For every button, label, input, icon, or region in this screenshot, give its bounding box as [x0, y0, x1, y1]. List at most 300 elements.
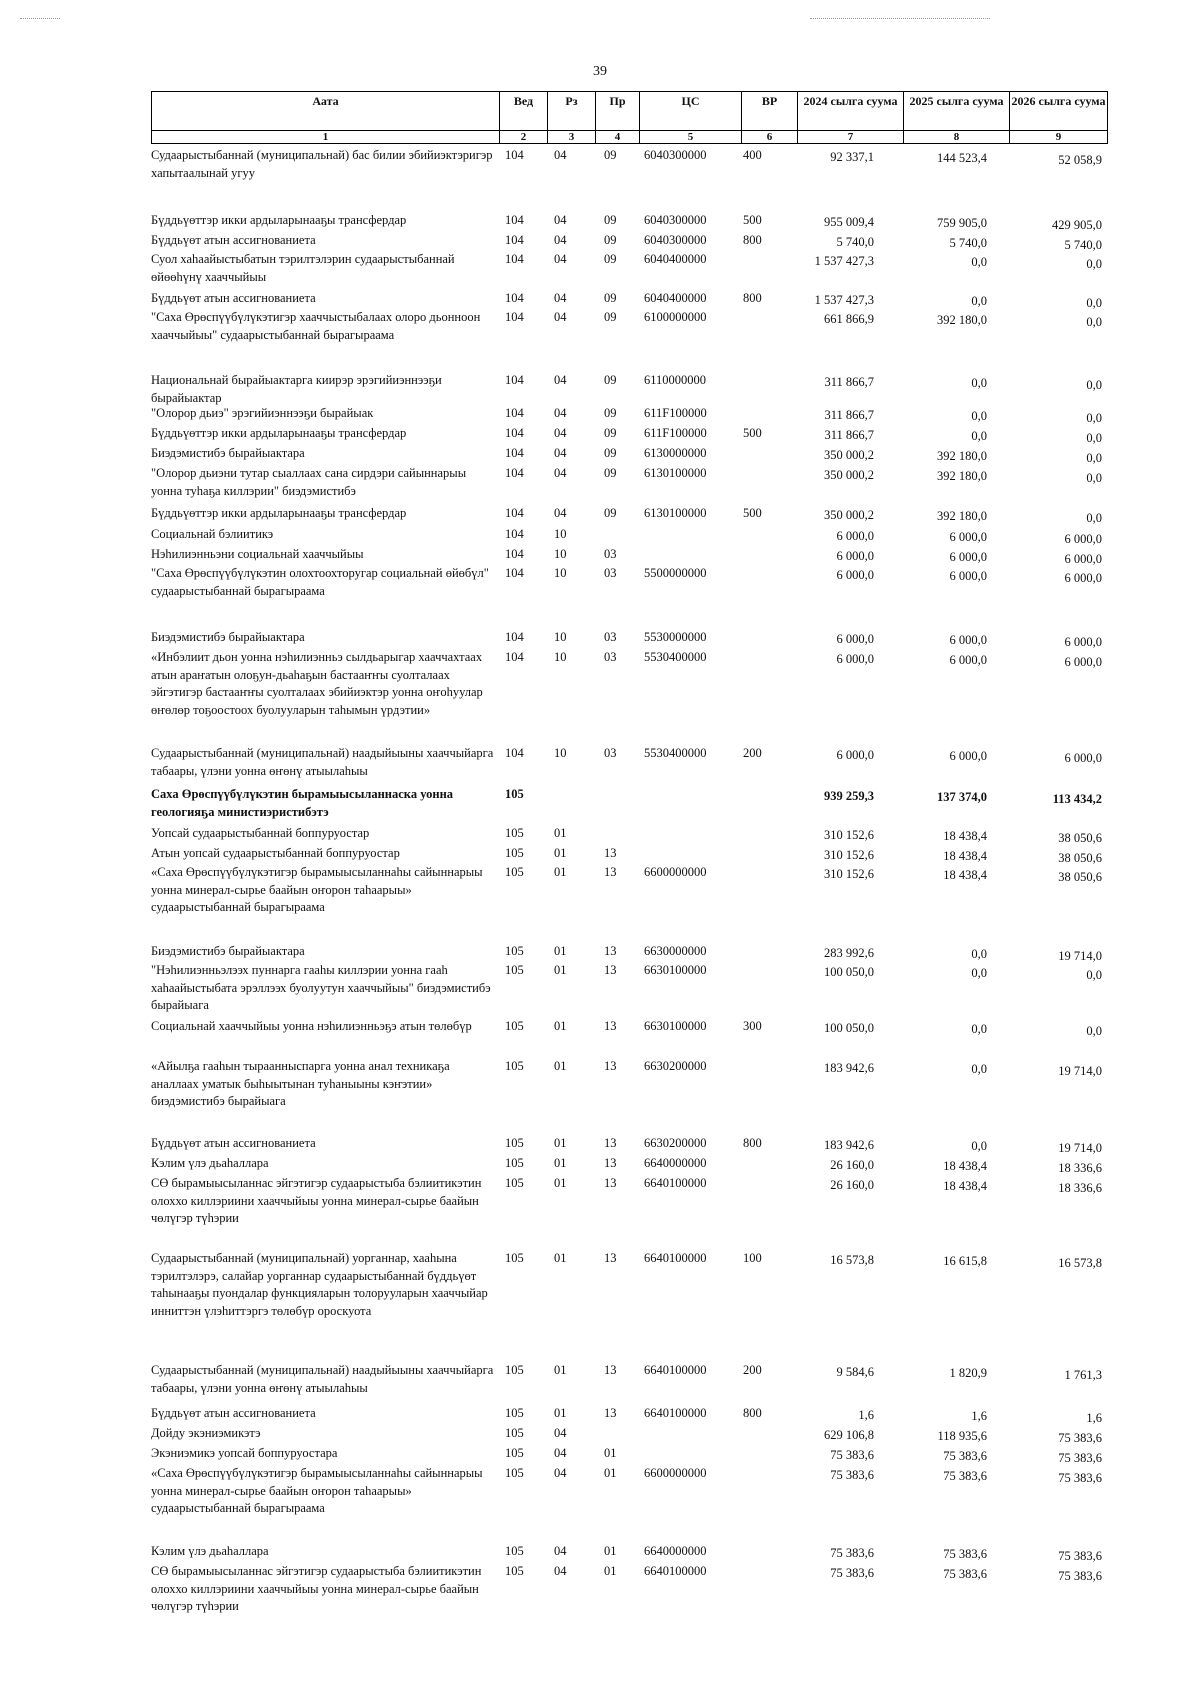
cell-cs: 6630100000: [644, 1019, 707, 1033]
cell-v2025: 5 740,0: [949, 236, 987, 250]
cell-cs: 5530000000: [644, 630, 707, 644]
cell-v2026: 5 740,0: [1064, 238, 1102, 252]
cell-v2025: 75 383,6: [943, 1567, 987, 1581]
cell-v2024: 6 000,0: [836, 568, 874, 582]
cell-name: Атын уопсай судаарыстыбаннай боппуруостар: [151, 846, 400, 860]
cell-rz: 04: [554, 446, 567, 460]
cell-cs: 6600000000: [644, 1466, 707, 1480]
cell-name: «Айылҕа гааһын тыраанныспарга уонна анал техникаҕа аналлаах уматык быһыытынан туһаныыны кэҥэтии» биэдэмистибэ бырайыага: [151, 1059, 450, 1108]
cell-name: Нэһилиэнньэни социальнай хааччыйыы: [151, 547, 364, 561]
cell-v2025: 18 438,4: [943, 829, 987, 843]
cell-rz: 04: [554, 233, 567, 247]
cell-name: Бүддьүөт атын ассигнованиета: [151, 291, 316, 305]
header-vr: ВР: [742, 92, 798, 131]
table-header: [151, 91, 1107, 144]
cell-cs: 6630000000: [644, 944, 707, 958]
cell-pr: 09: [604, 233, 617, 247]
cell-v2024: 1 537 427,3: [814, 254, 874, 268]
cell-rz: 10: [554, 547, 567, 561]
cell-rz: 04: [554, 373, 567, 387]
cell-rz: 04: [554, 148, 567, 162]
cell-v2025: 6 000,0: [949, 530, 987, 544]
cell-v2024: 350 000,2: [824, 448, 874, 462]
cell-v2025: 0,0: [971, 255, 987, 269]
cell-v2026: 0,0: [1086, 315, 1102, 329]
cell-cs: 6640000000: [644, 1544, 707, 1558]
cell-rz: 10: [554, 630, 567, 644]
col-number: 6: [742, 131, 798, 144]
cell-v2024: 6 000,0: [836, 652, 874, 666]
cell-name: Судаарыстыбаннай (муниципальнай) наадыйыыны хааччыйарга табаары, үлэни уонна өҥөнү атыылаһыы: [151, 746, 494, 778]
cell-rz: 04: [554, 506, 567, 520]
cell-v2026: 0,0: [1086, 471, 1102, 485]
cell-v2024: 311 866,7: [824, 428, 874, 442]
cell-name: «Саха Өрөспүүбүлүкэтигэр бырамыысыланнаһы сайыннарыы уонна минерал-сырье баайын оҥорон таһаарыы» судаарыстыбаннай бырагыраама: [151, 1466, 483, 1515]
cell-ved: 104: [505, 406, 524, 420]
cell-v2026: 6 000,0: [1064, 532, 1102, 546]
cell-v2026: 38 050,6: [1058, 851, 1102, 865]
cell-v2026: 6 000,0: [1064, 571, 1102, 585]
cell-pr: 09: [604, 466, 617, 480]
cell-ved: 104: [505, 746, 524, 760]
cell-v2026: 1,6: [1086, 1411, 1102, 1425]
cell-name: Национальнай бырайыактарга киирэр эрэгийиэннээҕи бырайыактар: [151, 373, 442, 405]
cell-v2025: 6 000,0: [949, 653, 987, 667]
cell-ved: 105: [505, 1156, 524, 1170]
cell-ved: 104: [505, 466, 524, 480]
cell-vr: 200: [743, 746, 762, 760]
cell-name: "Нэһилиэнньэлээх пуннарга гааһы киллэрии уонна гааһ хаһаайыстыбата эрэллээх буолуутун хааччыйыы" биэдэмистибэ бырайыага: [151, 963, 491, 1012]
cell-pr: 09: [604, 426, 617, 440]
cell-ved: 104: [505, 252, 524, 266]
cell-v2025: 1 820,9: [949, 1366, 987, 1380]
header-2026: 2026 сылга суума: [1010, 92, 1108, 131]
cell-v2026: 0,0: [1086, 1024, 1102, 1038]
cell-name: Бүддьүөт атын ассигнованиета: [151, 1136, 316, 1150]
cell-ved: 105: [505, 1059, 524, 1073]
cell-v2024: 629 106,8: [824, 1428, 874, 1442]
cell-rz: 04: [554, 406, 567, 420]
cell-vr: 200: [743, 1363, 762, 1377]
cell-ved: 104: [505, 650, 524, 664]
cell-cs: 6130100000: [644, 506, 707, 520]
cell-cs: 6630200000: [644, 1059, 707, 1073]
cell-v2024: 350 000,2: [824, 468, 874, 482]
cell-ved: 104: [505, 630, 524, 644]
cell-cs: 6110000000: [644, 373, 707, 387]
cell-name: «Инбэлиит дьон уонна нэһилиэнньэ сылдьарыгар хааччахтаах атын араҥатын олоҕун-дьаһаҕын бастааҥҥы суолталаах эйгэтигэр бастааҥҥы суолталаах эбийиэктэр уонна оҥоһуулар өҥөлөр тоҕоостоох буолууларын таһымын үрдэтии»: [151, 650, 483, 717]
cell-rz: 04: [554, 213, 567, 227]
cell-v2026: 0,0: [1086, 411, 1102, 425]
cell-v2024: 75 383,6: [830, 1546, 874, 1560]
header-pr: Пр: [596, 92, 640, 131]
cell-v2024: 6 000,0: [836, 529, 874, 543]
cell-v2025: 137 374,0: [937, 790, 987, 804]
cell-v2024: 311 866,7: [824, 408, 874, 422]
cell-v2025: 0,0: [971, 966, 987, 980]
cell-v2024: 26 160,0: [830, 1178, 874, 1192]
cell-v2025: 144 523,4: [937, 151, 987, 165]
cell-v2025: 392 180,0: [937, 469, 987, 483]
cell-v2024: 75 383,6: [830, 1448, 874, 1462]
cell-v2024: 939 259,3: [824, 789, 874, 803]
cell-ved: 105: [505, 1426, 524, 1440]
cell-rz: 04: [554, 1426, 567, 1440]
col-number: 9: [1010, 131, 1108, 144]
cell-v2024: 100 050,0: [824, 1021, 874, 1035]
cell-cs: 5530400000: [644, 650, 707, 664]
cell-rz: 01: [554, 1406, 567, 1420]
cell-v2026: 113 434,2: [1052, 792, 1102, 806]
cell-name: Бүддьүөт атын ассигнованиета: [151, 1406, 316, 1420]
cell-v2024: 310 152,6: [824, 867, 874, 881]
col-number: 1: [152, 131, 500, 144]
cell-v2025: 16 615,8: [943, 1254, 987, 1268]
cell-vr: 500: [743, 213, 762, 227]
cell-v2024: 5 740,0: [836, 235, 874, 249]
col-number: 8: [904, 131, 1010, 144]
cell-cs: 6640000000: [644, 1156, 707, 1170]
cell-rz: 01: [554, 944, 567, 958]
cell-ved: 104: [505, 213, 524, 227]
cell-cs: 6630100000: [644, 963, 707, 977]
cell-ved: 105: [505, 826, 524, 840]
cell-ved: 104: [505, 566, 524, 580]
cell-v2026: 0,0: [1086, 257, 1102, 271]
header-ved: Вед: [500, 92, 548, 131]
cell-name: Бүддьүөттэр икки ардыларынааҕы трансфердар: [151, 213, 407, 227]
cell-v2026: 6 000,0: [1064, 635, 1102, 649]
cell-name: "Саха Өрөспүүбүлүкэтигэр хааччыстыбалаах олоро дьонноон хааччыйыы" судаарыстыбаннай бырагыраама: [151, 310, 481, 342]
cell-pr: 03: [604, 746, 617, 760]
cell-v2026: 0,0: [1086, 968, 1102, 982]
cell-cs: 6640100000: [644, 1564, 707, 1578]
col-number: 7: [798, 131, 904, 144]
cell-v2025: 118 935,6: [937, 1429, 987, 1443]
cell-v2026: 52 058,9: [1058, 153, 1102, 167]
cell-v2026: 75 383,6: [1058, 1549, 1102, 1563]
cell-v2026: 0,0: [1086, 451, 1102, 465]
cell-pr: 09: [604, 506, 617, 520]
cell-ved: 105: [505, 1564, 524, 1578]
cell-pr: 01: [604, 1466, 617, 1480]
cell-vr: 800: [743, 1136, 762, 1150]
cell-v2025: 18 438,4: [943, 1179, 987, 1193]
cell-cs: 6640100000: [644, 1251, 707, 1265]
cell-vr: 800: [743, 291, 762, 305]
cell-pr: 09: [604, 373, 617, 387]
cell-cs: 6100000000: [644, 310, 707, 324]
cell-vr: 100: [743, 1251, 762, 1265]
cell-v2026: 429 905,0: [1052, 218, 1102, 232]
cell-cs: 611F100000: [644, 426, 707, 440]
cell-name: Бүддьүөттэр икки ардыларынааҕы трансфердар: [151, 426, 407, 440]
cell-v2024: 75 383,6: [830, 1468, 874, 1482]
cell-ved: 105: [505, 1363, 524, 1377]
header-name: Аата: [152, 92, 500, 131]
cell-name: Саха Өрөспүүбүлүкэтин бырамыысыланнаска уонна геологияҕа министиэристибэтэ: [151, 787, 454, 819]
cell-rz: 01: [554, 1059, 567, 1073]
col-number: 4: [596, 131, 640, 144]
cell-v2025: 0,0: [971, 429, 987, 443]
cell-ved: 105: [505, 1466, 524, 1480]
cell-v2024: 310 152,6: [824, 828, 874, 842]
col-number: 3: [548, 131, 596, 144]
cell-v2024: 310 152,6: [824, 848, 874, 862]
cell-rz: 01: [554, 963, 567, 977]
cell-v2026: 19 714,0: [1058, 949, 1102, 963]
cell-rz: 01: [554, 1363, 567, 1377]
cell-cs: 5530400000: [644, 746, 707, 760]
cell-v2026: 18 336,6: [1058, 1181, 1102, 1195]
cell-ved: 105: [505, 1019, 524, 1033]
cell-name: Дойду экэниэмикэтэ: [151, 1426, 261, 1440]
cell-pr: 09: [604, 148, 617, 162]
cell-rz: 10: [554, 566, 567, 580]
cell-ved: 105: [505, 963, 524, 977]
cell-pr: 03: [604, 547, 617, 561]
cell-name: "Олорор дьиэ" эрэгийиэннээҕи бырайыак: [151, 406, 374, 420]
cell-v2026: 6 000,0: [1064, 751, 1102, 765]
cell-pr: 13: [604, 1019, 617, 1033]
cell-rz: 10: [554, 650, 567, 664]
cell-v2024: 100 050,0: [824, 965, 874, 979]
cell-v2026: 18 336,6: [1058, 1161, 1102, 1175]
cell-vr: 800: [743, 1406, 762, 1420]
cell-pr: 13: [604, 1136, 617, 1150]
cell-v2025: 759 905,0: [937, 216, 987, 230]
cell-rz: 04: [554, 466, 567, 480]
cell-cs: 6640100000: [644, 1363, 707, 1377]
cell-ved: 104: [505, 233, 524, 247]
cell-vr: 500: [743, 506, 762, 520]
cell-name: СӨ бырамыысыланнас эйгэтигэр судаарыстыба бэлиитикэтин олоххо киллэриини хааччыйыы уонна минерал-сырье баайын чөлүгэр түһэрии: [151, 1176, 482, 1225]
cell-v2024: 6 000,0: [836, 549, 874, 563]
cell-ved: 104: [505, 310, 524, 324]
cell-ved: 105: [505, 1446, 524, 1460]
cell-pr: 01: [604, 1544, 617, 1558]
cell-name: Бүддьүөт атын ассигнованиета: [151, 233, 316, 247]
cell-ved: 105: [505, 1406, 524, 1420]
cell-name: Биэдэмистибэ бырайыактара: [151, 630, 305, 644]
cell-v2025: 392 180,0: [937, 313, 987, 327]
cell-rz: 04: [554, 1446, 567, 1460]
cell-name: Социальнай хааччыйыы уонна нэһилиэнньэҕэ атын төлөбүр: [151, 1019, 472, 1033]
cell-name: "Саха Өрөспүүбүлүкэтин олохтоохторугар социальнай өйөбүл" судаарыстыбаннай бырагыраама: [151, 566, 489, 598]
cell-v2026: 16 573,8: [1058, 1256, 1102, 1270]
cell-v2026: 0,0: [1086, 296, 1102, 310]
cell-v2024: 661 866,9: [824, 312, 874, 326]
cell-pr: 09: [604, 252, 617, 266]
cell-v2024: 350 000,2: [824, 508, 874, 522]
cell-pr: 13: [604, 1251, 617, 1265]
cell-rz: 01: [554, 826, 567, 840]
cell-rz: 04: [554, 291, 567, 305]
cell-v2024: 6 000,0: [836, 748, 874, 762]
cell-v2026: 75 383,6: [1058, 1451, 1102, 1465]
cell-cs: 6040400000: [644, 291, 707, 305]
cell-rz: 01: [554, 1251, 567, 1265]
cell-rz: 01: [554, 1019, 567, 1033]
cell-name: «Саха Өрөспүүбүлүкэтигэр бырамыысыланнаһы сайыннарыы уонна минерал-сырье баайын оҥорон таһаарыы» судаарыстыбаннай бырагыраама: [151, 865, 483, 914]
cell-name: Кэлим үлэ дьаһаллара: [151, 1156, 269, 1170]
cell-cs: 6600000000: [644, 865, 707, 879]
cell-cs: 5500000000: [644, 566, 707, 580]
cell-v2025: 18 438,4: [943, 849, 987, 863]
cell-v2024: 75 383,6: [830, 1566, 874, 1580]
cell-v2025: 18 438,4: [943, 1159, 987, 1173]
cell-v2024: 1,6: [858, 1408, 874, 1422]
cell-pr: 13: [604, 1363, 617, 1377]
cell-v2025: 1,6: [971, 1409, 987, 1423]
cell-v2024: 311 866,7: [824, 375, 874, 389]
header-2024: 2024 сылга суума: [798, 92, 904, 131]
cell-pr: 03: [604, 650, 617, 664]
cell-ved: 105: [505, 865, 524, 879]
cell-cs: 6130000000: [644, 446, 707, 460]
cell-ved: 105: [505, 1251, 524, 1265]
cell-rz: 01: [554, 865, 567, 879]
cell-v2026: 19 714,0: [1058, 1064, 1102, 1078]
cell-pr: 13: [604, 865, 617, 879]
cell-name: Социальнай бэлиитикэ: [151, 527, 274, 541]
cell-v2025: 0,0: [971, 1062, 987, 1076]
cell-name: Судаарыстыбаннай (муниципальнай) уорганнар, хааһына тэрилтэлэрэ, салайар уорганнар судаарыстыбаннай бүддьүөт таһынааҕы пуондалар функцияларын толорууларын хааччыйар инниттэн үлэһиттэргэ төлөбүр ороскуота: [151, 1251, 488, 1318]
cell-v2025: 0,0: [971, 947, 987, 961]
cell-v2025: 0,0: [971, 409, 987, 423]
header-cs: ЦС: [640, 92, 742, 131]
cell-v2026: 75 383,6: [1058, 1569, 1102, 1583]
cell-v2025: 75 383,6: [943, 1547, 987, 1561]
cell-v2025: 18 438,4: [943, 868, 987, 882]
cell-pr: 03: [604, 630, 617, 644]
cell-ved: 104: [505, 373, 524, 387]
cell-v2024: 6 000,0: [836, 632, 874, 646]
scan-header-dots: [810, 18, 990, 20]
cell-v2025: 392 180,0: [937, 509, 987, 523]
cell-rz: 04: [554, 1544, 567, 1558]
header-2025: 2025 сылга суума: [904, 92, 1010, 131]
cell-rz: 01: [554, 1136, 567, 1150]
cell-rz: 04: [554, 1564, 567, 1578]
cell-v2026: 0,0: [1086, 431, 1102, 445]
cell-vr: 500: [743, 426, 762, 440]
cell-ved: 104: [505, 527, 524, 541]
cell-rz: 10: [554, 527, 567, 541]
cell-pr: 09: [604, 310, 617, 324]
cell-name: Биэдэмистибэ бырайыактара: [151, 446, 305, 460]
cell-v2025: 6 000,0: [949, 550, 987, 564]
cell-ved: 104: [505, 291, 524, 305]
cell-pr: 13: [604, 1176, 617, 1190]
cell-ved: 104: [505, 506, 524, 520]
cell-cs: 6630200000: [644, 1136, 707, 1150]
cell-name: "Олорор дьиэни тутар сыаллаах сана сирдэри сайыннарыы уонна туһаҕа киллэрии" биэдэмистибэ: [151, 466, 467, 498]
cell-rz: 01: [554, 1176, 567, 1190]
cell-rz: 04: [554, 252, 567, 266]
cell-name: Судаарыстыбаннай (муниципальнай) бас билии эбийиэктэригэр хапытаалынай угуу: [151, 148, 493, 180]
cell-pr: 09: [604, 213, 617, 227]
cell-pr: 09: [604, 446, 617, 460]
cell-v2026: 75 383,6: [1058, 1471, 1102, 1485]
col-number: 2: [500, 131, 548, 144]
cell-name: Судаарыстыбаннай (муниципальнай) наадыйыыны хааччыйарга табаары, үлэни уонна өҥөнү атыылаһыы: [151, 1363, 494, 1395]
cell-pr: 09: [604, 406, 617, 420]
cell-v2026: 0,0: [1086, 511, 1102, 525]
cell-ved: 105: [505, 1176, 524, 1190]
cell-v2024: 26 160,0: [830, 1158, 874, 1172]
cell-v2025: 0,0: [971, 376, 987, 390]
cell-pr: 13: [604, 1059, 617, 1073]
cell-v2025: 392 180,0: [937, 449, 987, 463]
cell-v2025: 75 383,6: [943, 1449, 987, 1463]
cell-cs: 6040300000: [644, 213, 707, 227]
cell-rz: 10: [554, 746, 567, 760]
cell-ved: 104: [505, 446, 524, 460]
cell-v2025: 0,0: [971, 1022, 987, 1036]
cell-name: Экэниэмикэ уопсай боппуруостара: [151, 1446, 338, 1460]
cell-v2024: 1 537 427,3: [814, 293, 874, 307]
cell-v2026: 38 050,6: [1058, 870, 1102, 884]
cell-rz: 04: [554, 310, 567, 324]
col-number: 5: [640, 131, 742, 144]
cell-v2026: 1 761,3: [1064, 1368, 1102, 1382]
cell-pr: 01: [604, 1446, 617, 1460]
cell-v2026: 6 000,0: [1064, 552, 1102, 566]
cell-pr: 09: [604, 291, 617, 305]
cell-pr: 13: [604, 963, 617, 977]
cell-v2024: 183 942,6: [824, 1061, 874, 1075]
cell-ved: 105: [505, 1136, 524, 1150]
cell-pr: 13: [604, 1406, 617, 1420]
cell-v2025: 0,0: [971, 294, 987, 308]
cell-cs: 6130100000: [644, 466, 707, 480]
cell-v2024: 283 992,6: [824, 946, 874, 960]
cell-cs: 6040300000: [644, 148, 707, 162]
cell-v2025: 6 000,0: [949, 749, 987, 763]
cell-cs: 611F100000: [644, 406, 707, 420]
cell-rz: 04: [554, 1466, 567, 1480]
header-rz: Рз: [548, 92, 596, 131]
cell-v2024: 9 584,6: [836, 1365, 874, 1379]
cell-rz: 04: [554, 426, 567, 440]
cell-cs: 6640100000: [644, 1406, 707, 1420]
cell-vr: 300: [743, 1019, 762, 1033]
cell-ved: 104: [505, 426, 524, 440]
cell-name: Кэлим үлэ дьаһаллара: [151, 1544, 269, 1558]
cell-cs: 6040400000: [644, 252, 707, 266]
page-number: 39: [593, 64, 607, 79]
cell-name: Уопсай судаарыстыбаннай боппуруостар: [151, 826, 370, 840]
cell-vr: 400: [743, 148, 762, 162]
cell-cs: 6640100000: [644, 1176, 707, 1190]
cell-ved: 105: [505, 787, 524, 801]
cell-vr: 800: [743, 233, 762, 247]
scan-header-dots: [20, 18, 60, 20]
cell-v2025: 0,0: [971, 1139, 987, 1153]
cell-name: Бүддьүөттэр икки ардыларынааҕы трансфердар: [151, 506, 407, 520]
cell-ved: 105: [505, 1544, 524, 1558]
cell-v2025: 6 000,0: [949, 633, 987, 647]
cell-pr: 13: [604, 1156, 617, 1170]
cell-v2025: 75 383,6: [943, 1469, 987, 1483]
cell-v2026: 19 714,0: [1058, 1141, 1102, 1155]
cell-v2024: 183 942,6: [824, 1138, 874, 1152]
cell-v2024: 955 009,4: [824, 215, 874, 229]
cell-v2026: 6 000,0: [1064, 655, 1102, 669]
cell-v2024: 92 337,1: [830, 150, 874, 164]
cell-pr: 01: [604, 1564, 617, 1578]
